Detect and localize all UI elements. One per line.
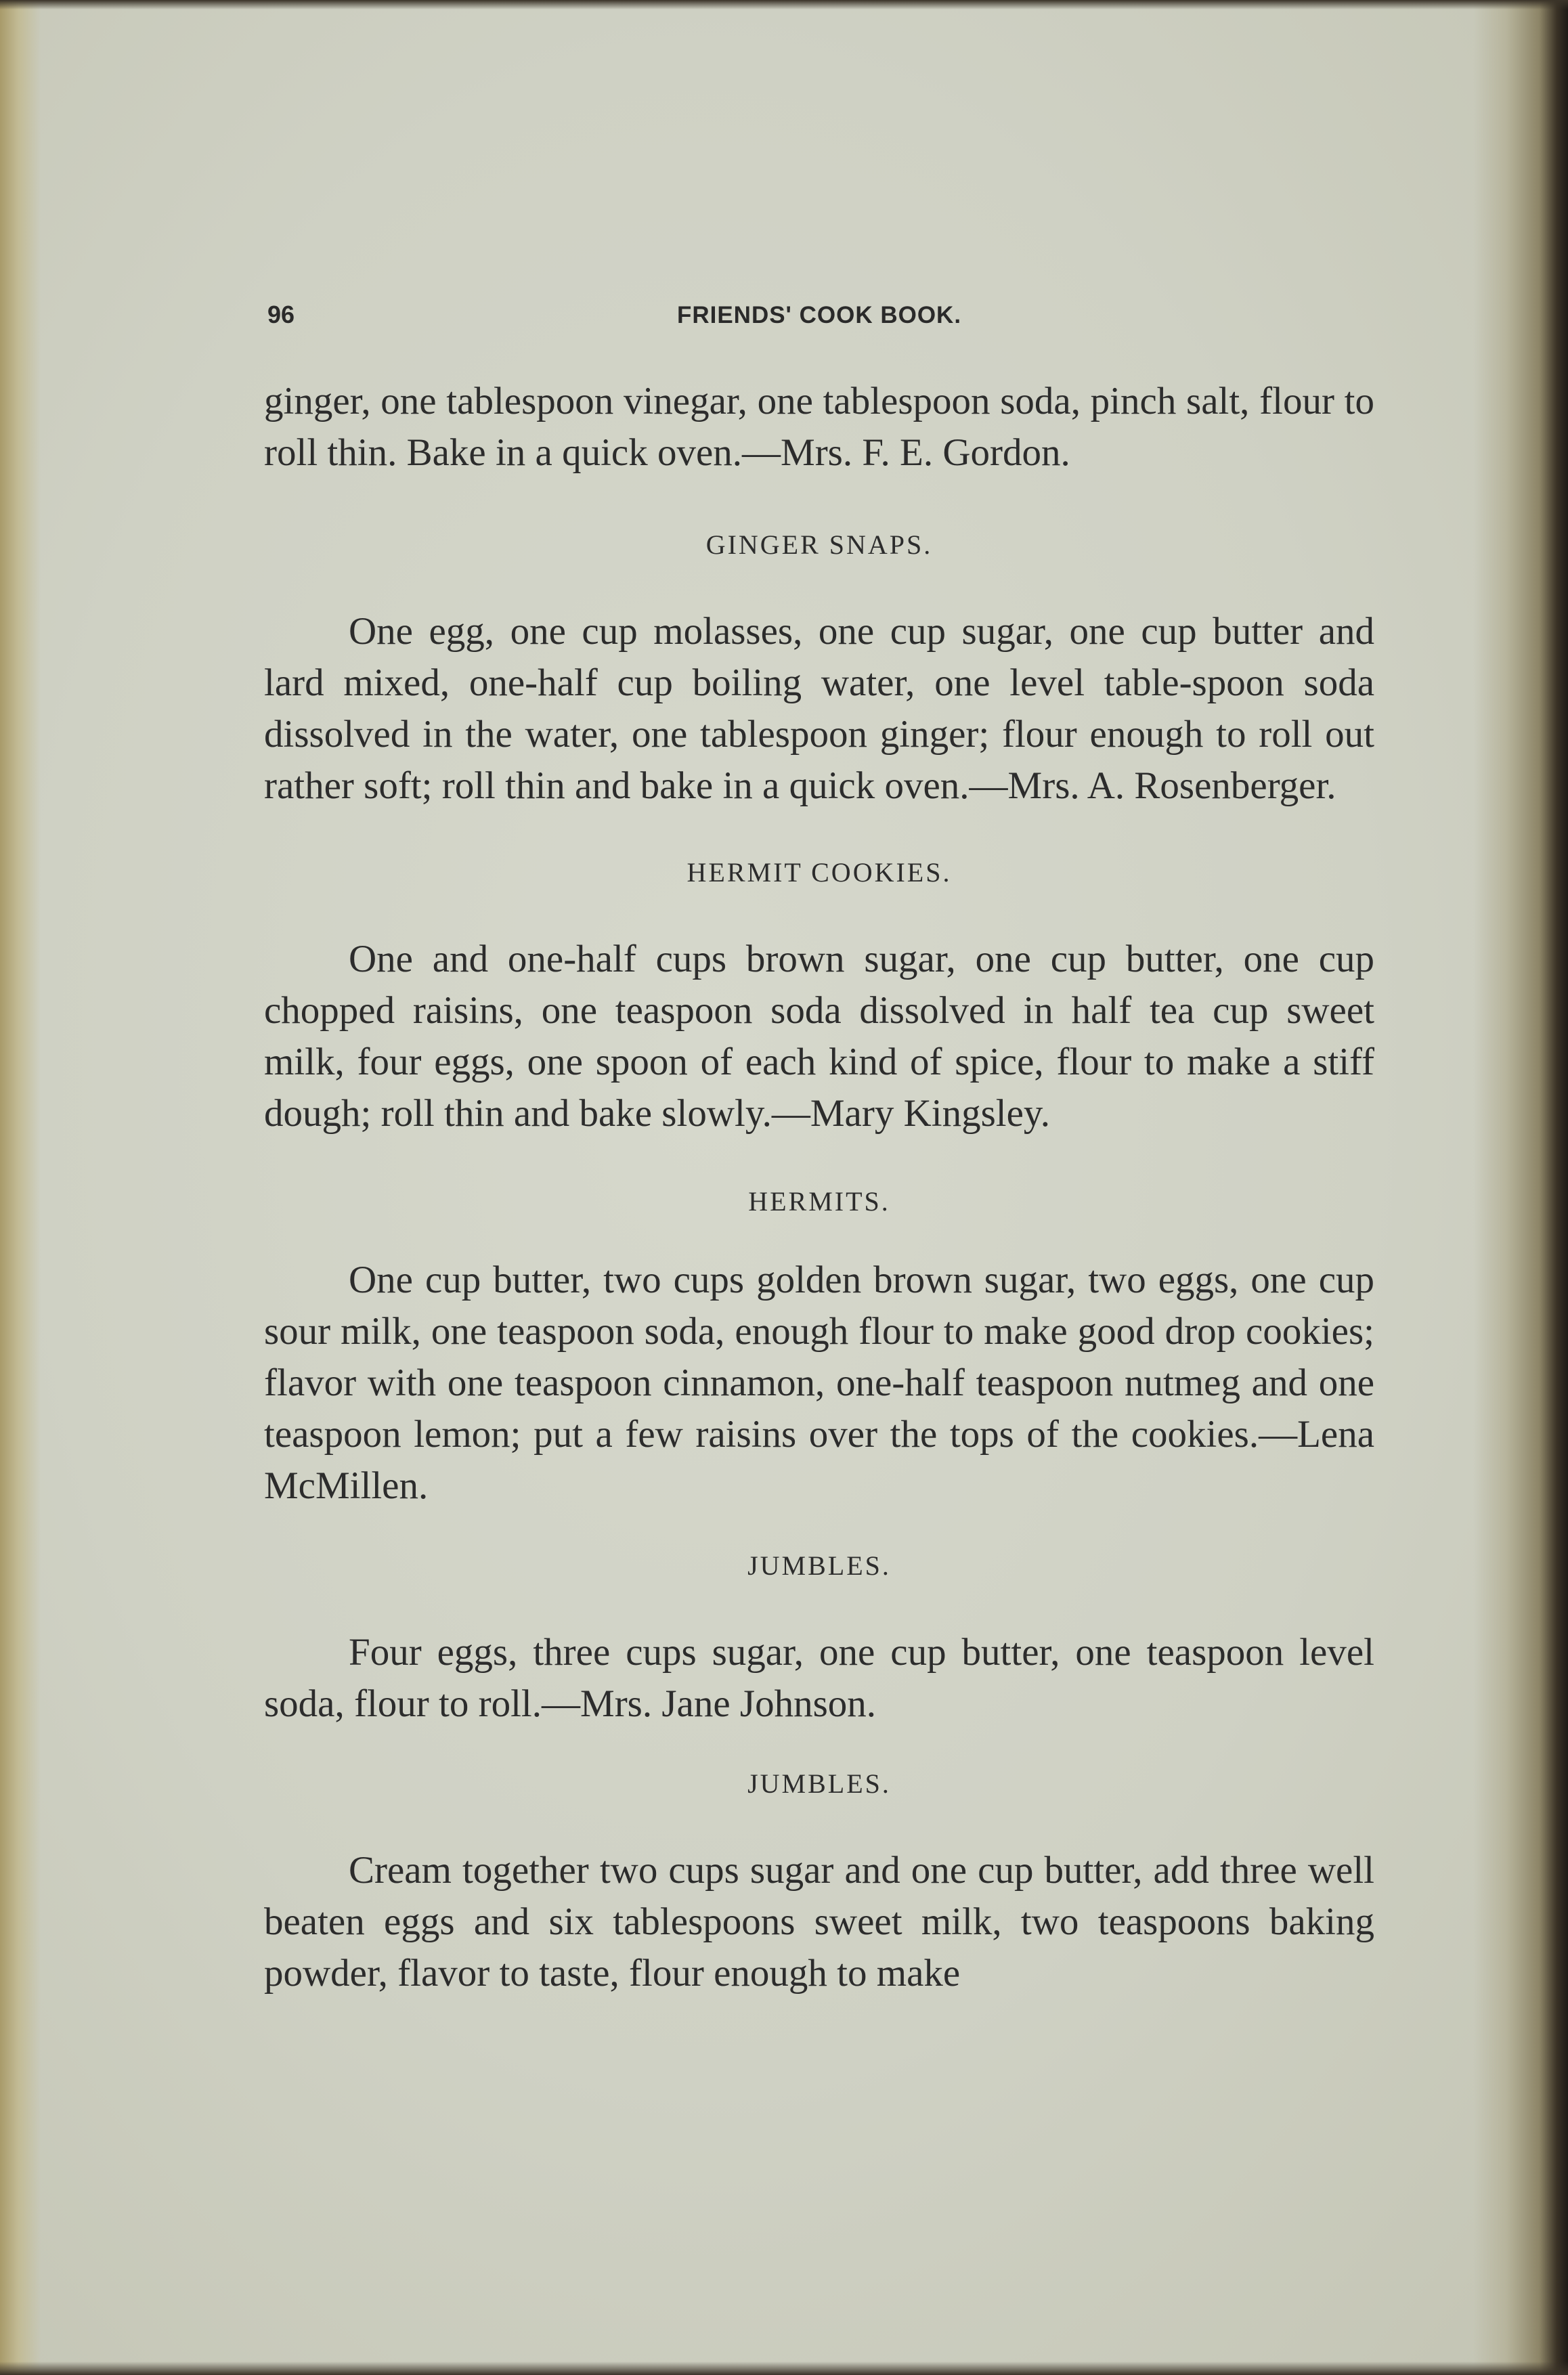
page-bottom-edge bbox=[0, 2361, 1568, 2375]
page-header bbox=[267, 301, 1371, 339]
page-top-edge bbox=[0, 0, 1568, 9]
page-body bbox=[264, 376, 1374, 1999]
continued-paragraph: ginger, one tablespoon vinegar, one tablespoon soda, pinch salt, flour to roll thin. Bake in a quick oven.—Mrs. F. E. Gordon. bbox=[264, 380, 1374, 474]
recipe-text-ginger-snaps: One egg, one cup molasses, one cup sugar, one cup butter and lard mixed, one-half cup boiling water, one level table-spoon soda dissolved in the water, one tablespoon ginger; flour enough to roll out rather soft; roll thin and bake in a quick oven.—Mrs. A. Rosenberger. bbox=[264, 610, 1374, 807]
recipe-text-jumbles-1: Four eggs, three cups sugar, one cup butter, one teaspoon level soda, flour to roll.—Mrs. Jane Johnson. bbox=[264, 1631, 1374, 1725]
recipe-text-hermits: One cup butter, two cups golden brown sugar, two eggs, one cup sour milk, one teaspoon soda, enough flour to make good drop cookies; flavor with one teaspoon cinnamon, one-half teaspoon nutmeg and one teaspoon lemon; put a few raisins over the tops of the cookies.—Lena McMillen. bbox=[264, 1259, 1374, 1507]
page-number: 96 bbox=[267, 301, 295, 328]
recipe-title-ginger-snaps: GINGER SNAPS. bbox=[705, 529, 933, 560]
recipe-text-jumbles-2: Cream together two cups sugar and one cup butter, add three well beaten eggs and six tablespoons sweet milk, two teaspoons baking powder, flavor to taste, flour enough to make bbox=[264, 1849, 1374, 1995]
page-binding-edge bbox=[1473, 0, 1568, 2375]
running-title: FRIENDS' COOK BOOK. bbox=[676, 302, 962, 328]
recipe-title-hermit-cookies: HERMIT COOKIES. bbox=[687, 857, 952, 888]
page-left-edge bbox=[0, 0, 41, 2375]
recipe-title-jumbles-2: JUMBLES. bbox=[747, 1768, 891, 1799]
recipe-title-hermits: HERMITS. bbox=[748, 1186, 890, 1217]
recipe-text-hermit-cookies: One and one-half cups brown sugar, one cup butter, one cup chopped raisins, one teaspoon soda dissolved in half tea cup sweet milk, four eggs, one spoon of each kind of spice, flour to make a stiff dough; roll thin and bake slowly.—Mary Kingsley. bbox=[264, 938, 1374, 1135]
recipe-title-jumbles-1: JUMBLES. bbox=[747, 1550, 891, 1581]
